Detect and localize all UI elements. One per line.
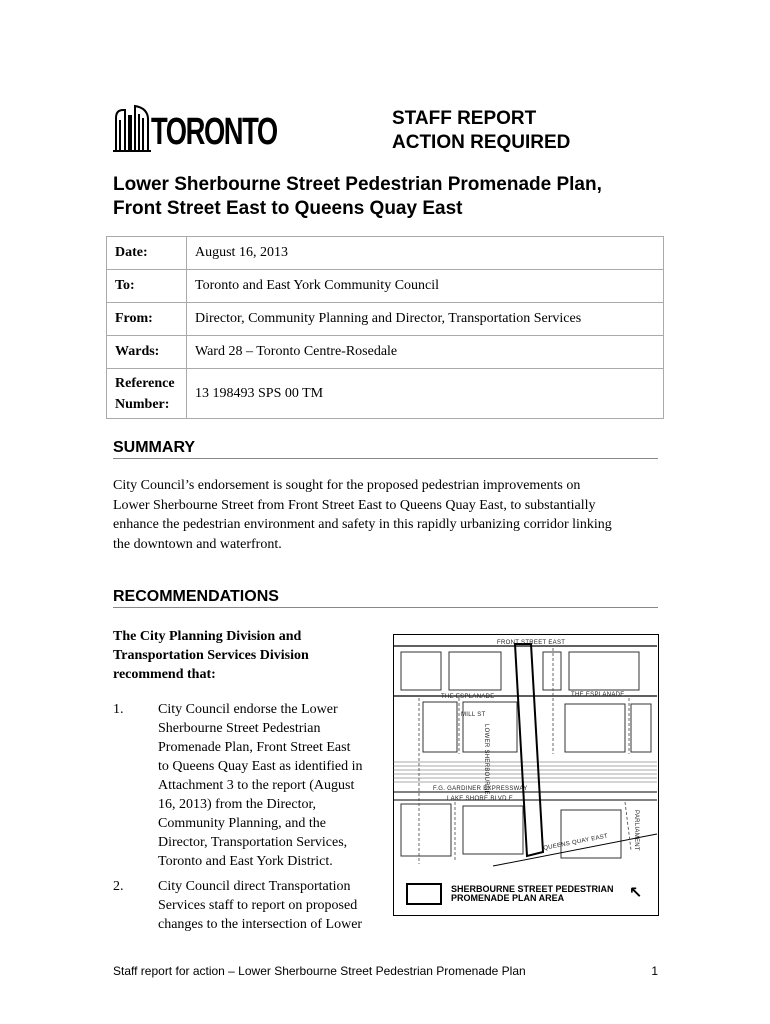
- reference-label-line2: Number:: [115, 396, 170, 412]
- map-label-esplanade-right: THE ESPLANADE: [571, 692, 625, 698]
- to-label: To:: [107, 270, 187, 303]
- map-legend: [451, 885, 631, 903]
- recommendation-number: 2.: [113, 879, 124, 894]
- report-type: [392, 107, 570, 155]
- report-title: [113, 173, 673, 221]
- footer-text: Staff report for action – Lower Sherbourne Street Pedestrian Promenade Plan: [113, 964, 526, 978]
- north-arrow-icon: ↖: [629, 883, 643, 902]
- table-row: [107, 336, 664, 369]
- legend-line2: PROMENADE PLAN AREA: [451, 893, 565, 903]
- report-title-line2: Front Street East to Queens Quay East: [113, 198, 463, 219]
- table-row: [107, 237, 664, 270]
- map-label-queens-quay: QUEENS QUAY EAST: [543, 833, 609, 852]
- recommendation-line: Services staff to report on proposed: [158, 898, 358, 913]
- summary-line: enhance the pedestrian environment and safety in this rapidly urbanizing corridor linking: [113, 517, 612, 532]
- recommendation-line: Sherbourne Street Pedestrian: [158, 721, 321, 736]
- map-label-lake-shore: LAKE SHORE BLVD E: [447, 796, 514, 802]
- report-title-line1: Lower Sherbourne Street Pedestrian Promenade Plan,: [113, 174, 602, 195]
- recommendation-line: Director, Transportation Services,: [158, 835, 348, 850]
- recommendation-line: to Queens Quay East as identified in: [158, 759, 363, 774]
- report-info-table: [106, 236, 664, 419]
- recommendation-line: City Council direct Transportation: [158, 879, 351, 894]
- intro-line: recommend that:: [113, 667, 216, 682]
- recommendation-line: Promenade Plan, Front Street East: [158, 740, 351, 755]
- map-label-mill-street: MILL ST: [461, 712, 486, 718]
- city-hall-icon: [113, 104, 153, 154]
- summary-paragraph: [113, 476, 663, 554]
- summary-line: the downtown and waterfront.: [113, 536, 282, 552]
- recommendation-line: City Council endorse the Lower: [158, 702, 338, 717]
- map-drawing: [393, 634, 659, 874]
- recommendation-text: [158, 877, 383, 934]
- map-label-parliament: PARLIAMENT: [633, 810, 639, 851]
- intro-line: The City Planning Division and: [113, 629, 302, 644]
- location-map: [393, 634, 659, 916]
- recommendations-heading: RECOMMENDATIONS: [113, 588, 658, 608]
- table-row: [107, 369, 664, 419]
- recommendation-line: Toronto and East York District.: [158, 854, 333, 869]
- table-row: [107, 270, 664, 303]
- recommendation-line: 16, 2013) from the Director,: [158, 797, 317, 812]
- wards-value: Ward 28 – Toronto Centre-Rosedale: [187, 336, 664, 369]
- reference-label-line1: Reference: [115, 375, 175, 391]
- logo-wordmark: TORONTO: [151, 111, 277, 153]
- report-type-line2: ACTION REQUIRED: [392, 132, 571, 153]
- summary-line: Lower Sherbourne Street from Front Street East to Queens Quay East, to substantially: [113, 497, 596, 513]
- recommendation-line: changes to the intersection of Lower: [158, 917, 363, 932]
- page-number: 1: [651, 964, 658, 978]
- from-value: Director, Community Planning and Director, Transportation Services: [187, 303, 664, 336]
- reference-label: [107, 369, 187, 419]
- recommendation-number: 1.: [113, 702, 124, 717]
- map-label-esplanade-left: THE ESPLANADE: [441, 694, 495, 700]
- from-label: From:: [107, 303, 187, 336]
- wards-label: Wards:: [107, 336, 187, 369]
- date-label: Date:: [107, 237, 187, 270]
- legend-swatch: [406, 883, 442, 905]
- recommendations-intro: [113, 627, 353, 684]
- table-row: [107, 303, 664, 336]
- to-value: Toronto and East York Community Council: [187, 270, 664, 303]
- map-label-sherbourne: LOWER SHERBOURNE: [483, 724, 489, 795]
- date-value: August 16, 2013: [187, 237, 664, 270]
- reference-value: 13 198493 SPS 00 TM: [187, 369, 664, 419]
- recommendation-line: Community Planning, and the: [158, 816, 326, 831]
- recommendation-text: [158, 700, 383, 871]
- report-type-line1: STAFF REPORT: [392, 108, 537, 129]
- map-label-gardiner: F.G. GARDINER EXPRESSWAY: [433, 786, 528, 792]
- summary-line: City Council’s endorsement is sought for the proposed pedestrian improvements on: [113, 478, 581, 493]
- toronto-logo: [113, 104, 277, 154]
- intro-line: Transportation Services Division: [113, 648, 309, 663]
- map-label-front-street: FRONT STREET EAST: [497, 640, 566, 646]
- legend-line1: SHERBOURNE STREET PEDESTRIAN: [451, 884, 614, 894]
- page-footer: [113, 964, 658, 978]
- summary-heading: SUMMARY: [113, 439, 658, 459]
- recommendation-line: Attachment 3 to the report (August: [158, 778, 355, 793]
